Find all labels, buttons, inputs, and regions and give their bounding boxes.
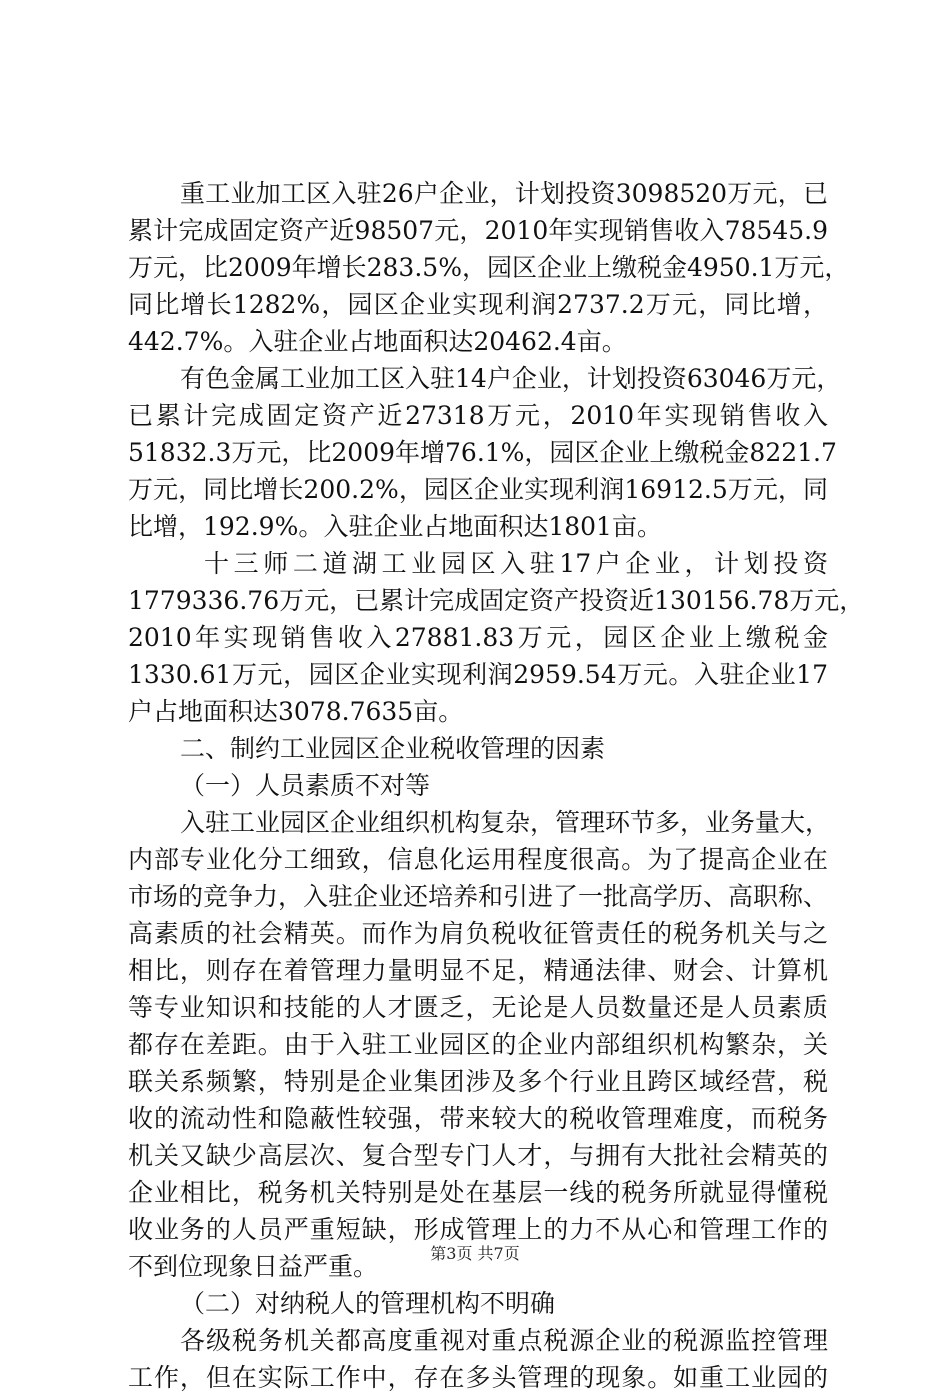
text-line: 收的流动性和隐蔽性较强，带来较大的税收管理难度，而税务 [128, 1104, 828, 1133]
text-line: 联关系频繁，特别是企业集团涉及多个行业且跨区域经营，税 [128, 1067, 828, 1096]
text-line: 比增，192.9%。入驻企业占地面积达1801亩。 [128, 512, 662, 541]
text-line: 高素质的社会精英。而作为肩负税收征管责任的税务机关与之 [128, 919, 828, 948]
text-line: 各级税务机关都高度重视对重点税源企业的税源监控管理 [180, 1326, 828, 1355]
text-line: 等专业知识和技能的人才匮乏，无论是人员数量还是人员素质 [128, 993, 828, 1022]
section-heading: 二、制约工业园区企业税收管理的因素 [180, 734, 606, 763]
text-line: 不到位现象日益严重。 [128, 1252, 379, 1281]
text-line: 有色金属工业加工区入驻14户企业，计划投资63046万元， [180, 364, 842, 393]
text-line: 重工业加工区入驻26户企业，计划投资3098520万元，已 [180, 179, 828, 208]
text-line: 十三师二道湖工业园区入驻17户企业，计划投资 [204, 549, 828, 578]
text-line: 万元，同比增长200.2%，园区企业实现利润16912.5万元，同 [128, 475, 828, 504]
text-line: 收业务的人员严重短缺，形成管理上的力不从心和管理工作的 [128, 1215, 828, 1244]
text-line: 工作，但在实际工作中，存在多头管理的现象。如重工业园的 [128, 1363, 828, 1392]
subsection-heading: （二）对纳税人的管理机构不明确 [180, 1289, 556, 1318]
text-line: 都存在差距。由于入驻工业园区的企业内部组织机构繁杂，关 [128, 1030, 828, 1059]
text-line: 442.7%。入驻企业占地面积达20462.4亩。 [128, 327, 627, 356]
subsection-heading: （一）人员素质不对等 [180, 771, 431, 800]
text-line: 万元，比2009年增长283.5%，园区企业上缴税金4950.1万元， [128, 253, 850, 282]
text-line: 户占地面积达3078.7635亩。 [128, 697, 464, 726]
text-line: 机关又缺少高层次、复合型专门人才，与拥有大批社会精英的 [128, 1141, 828, 1170]
text-line: 同比增长1282%，园区企业实现利润2737.2万元，同比增， [128, 290, 828, 319]
text-line: 相比，则存在着管理力量明显不足，精通法律、财会、计算机 [128, 956, 828, 985]
text-line: 已累计完成固定资产近27318万元，2010年实现销售收入 [128, 401, 828, 430]
page-number: 第3页 共7页 [430, 1244, 520, 1263]
text-line: 2010年实现销售收入27881.83万元，园区企业上缴税金 [128, 623, 828, 652]
text-line: 企业相比，税务机关特别是处在基层一线的税务所就显得懂税 [128, 1178, 828, 1207]
text-line: 市场的竞争力，入驻企业还培养和引进了一批高学历、高职称、 [128, 882, 829, 911]
document-body [128, 175, 865, 1396]
text-line: 累计完成固定资产近98507元，2010年实现销售收入78545.9 [128, 216, 828, 245]
text-line: 1330.61万元，园区企业实现利润2959.54万元。入驻企业17 [128, 660, 828, 689]
text-line: 入驻工业园区企业组织机构复杂，管理环节多，业务量大， [180, 808, 831, 837]
text-line: 1779336.76万元，已累计完成固定资产投资近130156.78万元， [128, 586, 865, 615]
text-line: 51832.3万元，比2009年增76.1%，园区企业上缴税金8221.7 [128, 438, 837, 467]
text-line: 内部专业化分工细致，信息化运用程度很高。为了提高企业在 [128, 845, 828, 874]
